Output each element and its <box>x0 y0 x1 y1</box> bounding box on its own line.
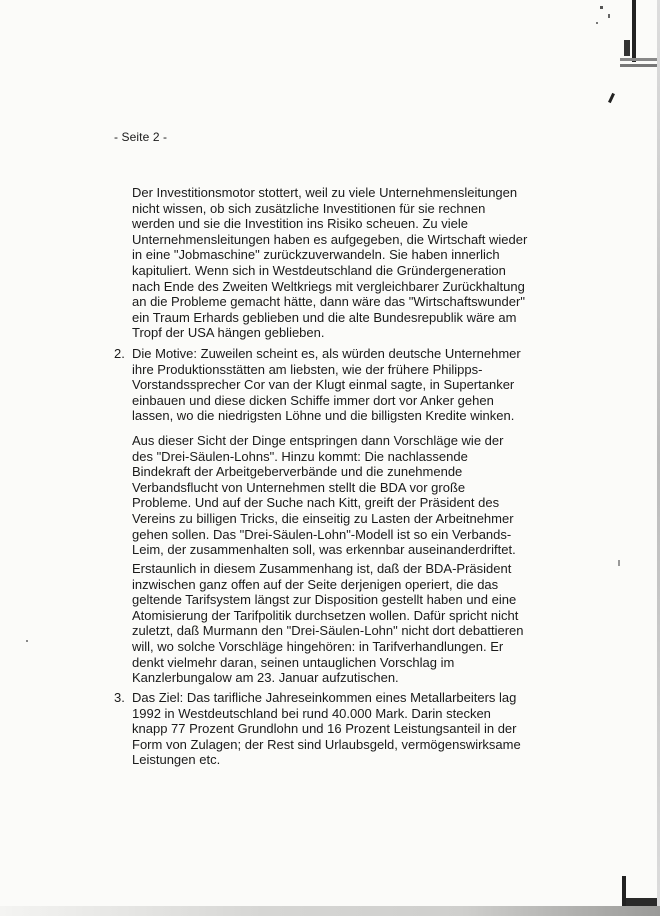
text-line: ein Traum Erhards geblieben und die alte Bundesrepublik wäre am <box>132 309 517 325</box>
text-line: Die Motive: Zuweilen scheint es, als würden deutsche Unternehmer <box>132 346 521 361</box>
text-line: an die Probleme gemacht hätte, dann wäre das "Wirtschaftswunder" <box>132 294 525 310</box>
text-line: Probleme. Und auf der Suche nach Kitt, greift der Präsident des <box>132 495 500 511</box>
text-line: geltende Tarifsystem längst zur Disposition gestellt haben und eine <box>132 592 517 608</box>
text-line: will, wo solche Vorschläge hingehören: in Tarifverhandlungen. Er <box>132 638 504 654</box>
text-line: in eine "Jobmaschine" zurückzuverwandeln. Sie haben innerlich <box>132 247 500 263</box>
text-line: Das Ziel: Das tarifliche Jahreseinkommen eines Metallarbeiters lag <box>132 690 517 705</box>
list-number: 2. <box>114 346 125 361</box>
text-line: kapituliert. Wenn sich in Westdeutschland die Gründergeneration <box>132 262 506 278</box>
text-line: inzwischen ganz offen auf der Seite derjenigen operiert, die das <box>132 576 499 592</box>
scan-artifact-top-right <box>590 0 660 70</box>
text-line: Bindekraft der Arbeitgeberverbände und die zunehmende <box>132 464 463 480</box>
text-line: des "Drei-Säulen-Lohns". Hinzu kommt: Die nachlassende <box>132 448 468 464</box>
text-line: Atomisierung der Tarifpolitik durchsetzen wollen. Dafür spricht nicht <box>132 607 519 623</box>
text-line: Unternehmensleitungen haben es aufgegeben, die Wirtschaft wieder <box>132 231 528 247</box>
text-line: Vereins zu billigen Tricks, die einseitig zu Lasten der Arbeitnehmer <box>132 510 514 526</box>
paragraph <box>132 433 532 558</box>
text-line: Form von Zulagen; der Rest sind Urlaubsgeld, vermögenswirksame <box>132 736 521 752</box>
text-line: gehen sollen. Das "Drei-Säulen-Lohn"-Modell ist so ein Verbands- <box>132 526 512 542</box>
text-line: Leistungen etc. <box>132 752 221 768</box>
text-line: 1992 in Westdeutschland bei rund 40.000 Mark. Darin stecken <box>132 705 491 721</box>
scan-speck <box>608 93 615 103</box>
scan-edge-bottom <box>0 906 660 916</box>
page-number: - Seite 2 - <box>114 130 168 144</box>
paragraph <box>132 185 532 341</box>
text-line: Verbandsflucht von Unternehmen stellt die BDA vor große <box>132 479 466 495</box>
text-line: einbauen und diese dicken Schiffe immer dort vor Anker gehen <box>132 392 494 408</box>
list-number: 3. <box>114 690 125 705</box>
text-line: denkt vielmehr daran, seinen untauglichen Vorschlag im <box>132 654 455 670</box>
text-line: Tropf der USA hängen geblieben. <box>132 325 325 341</box>
scan-speck <box>26 640 28 642</box>
text-line: werden und sie die Investition ins Risiko scheuen. Zu viele <box>132 216 469 232</box>
text-line: knapp 77 Prozent Grundlohn und 16 Prozent Leistungsanteil in der <box>132 721 517 737</box>
text-line: Aus dieser Sicht der Dinge entspringen dann Vorschläge wie der <box>132 433 504 448</box>
paragraph <box>132 561 532 686</box>
text-line: ihre Produktionsstätten am liebsten, wie der frühere Philipps- <box>132 361 483 377</box>
text-line: lassen, wo die niedrigsten Löhne und die billigsten Kredite winken. <box>132 408 515 424</box>
paragraph <box>132 690 532 768</box>
text-line: Kanzlerbungalow am 23. Januar aufzutischen. <box>132 670 399 686</box>
text-line: Erstaunlich in diesem Zusammenhang ist, daß der BDA-Präsident <box>132 561 512 576</box>
text-line: Vorstandssprecher Cor van der Klugt einmal sagte, in Supertanker <box>132 377 515 393</box>
text-line: Der Investitionsmotor stottert, weil zu viele Unternehmensleitungen <box>132 185 518 200</box>
text-line: nach Ende des Zweiten Weltkriegs mit vergleichbarer Zurückhaltung <box>132 278 525 294</box>
text-line: zuletzt, daß Murmann den "Drei-Säulen-Lohn" nicht dort debattieren <box>132 623 524 639</box>
text-line: nicht wissen, ob sich zusätzliche Investitionen für sie rechnen <box>132 200 486 216</box>
scan-speck <box>618 560 620 566</box>
text-line: Leim, der zusammenhalten soll, was erkennbar auseinanderdriftet. <box>132 542 516 558</box>
paragraph <box>132 346 532 424</box>
